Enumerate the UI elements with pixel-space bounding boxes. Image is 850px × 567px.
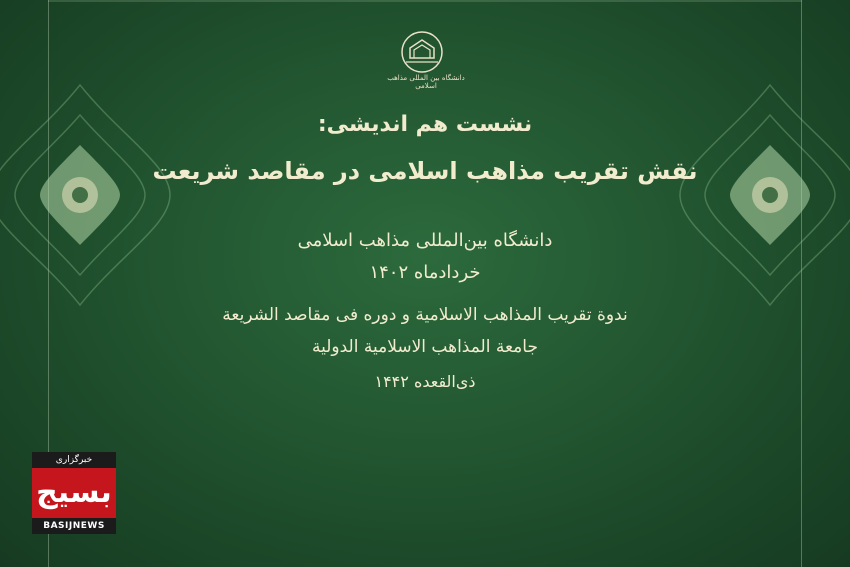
title-line-1: نشست هم اندیشی:: [317, 112, 533, 137]
title-line-2: نقش تقریب مذاهب اسلامی در مقاصد شریعت: [152, 157, 698, 185]
arabic-title: ندوة تقریب المذاهب الاسلامیة و دوره فی مقاصد الشریعة: [222, 305, 628, 325]
watermark-top-text: خبرگزاری: [55, 455, 93, 465]
arabic-university-name: جامعة المذاهب الاسلامیة الدولیة: [312, 337, 538, 357]
watermark-bottom-text: BASIJNEWS: [43, 521, 105, 531]
basij-news-watermark: [32, 452, 116, 534]
university-name: دانشگاه بین‌المللی مذاهب اسلامی: [297, 230, 553, 251]
watermark-main-text: بسیج: [36, 475, 112, 510]
arabic-date: ذی‌القعده ۱۴۴۲: [374, 372, 476, 391]
logo-caption: دانشگاه بین المللی مذاهب اسلامی: [387, 74, 465, 90]
top-border: [48, 0, 802, 2]
persian-date: خردادماه ۱۴۰۲: [369, 262, 481, 283]
